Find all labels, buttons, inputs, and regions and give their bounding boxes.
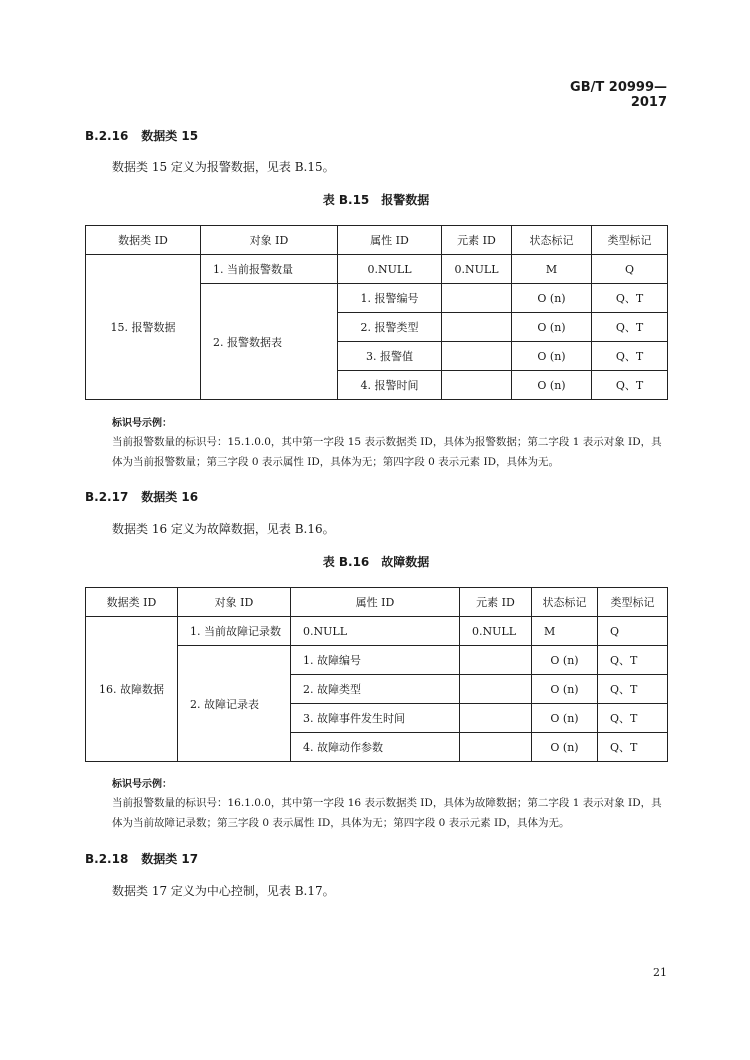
state-cell: O (n)	[532, 675, 598, 704]
section-number: B.2.18	[85, 852, 129, 866]
type-cell: Q、T	[592, 371, 668, 400]
object-cell: 1. 当前报警数量	[201, 255, 338, 284]
object-cell: 2. 故障记录表	[178, 646, 291, 762]
type-cell: Q	[592, 255, 668, 284]
state-cell: O (n)	[532, 704, 598, 733]
table-caption-number: 表 B.15	[322, 193, 370, 207]
header-cell: 类型标记	[598, 588, 668, 617]
type-cell: Q	[598, 617, 668, 646]
standard-code: GB/T 20999—2017	[570, 80, 667, 110]
attr-cell: 3. 报警值	[338, 342, 442, 371]
section-number: B.2.17	[85, 490, 129, 504]
type-cell: Q、T	[598, 733, 668, 762]
note-text-b16: 当前报警数量的标识号：16.1.0.0，其中第一字段 16 表示数据类 ID，具体为故障数据；第二字段 1 表示对象 ID，具体为当前故障记录数；第三字段 0 表示属性 ID，具体为无；第四字段 0 表示元素 ID，具体为无。	[112, 797, 662, 829]
section-heading-b218	[85, 850, 198, 867]
state-cell: O (n)	[512, 313, 592, 342]
header-cell: 数据类 ID	[86, 588, 178, 617]
header-cell: 对象 ID	[178, 588, 291, 617]
attr-cell: 0.NULL	[338, 255, 442, 284]
object-cell: 2. 报警数据表	[201, 284, 338, 400]
type-cell: Q、T	[598, 704, 668, 733]
element-cell	[442, 284, 512, 313]
header-cell: 元素 ID	[442, 226, 512, 255]
table-caption-b15	[85, 191, 667, 208]
class-id-cell: 15. 报警数据	[86, 255, 201, 400]
element-cell: 0.NULL	[460, 617, 532, 646]
table-header-row	[86, 226, 668, 255]
state-cell: M	[532, 617, 598, 646]
section-body-b218: 数据类 17 定义为中心控制，见表 B.17。	[112, 884, 335, 898]
table-caption-title: 故障数据	[381, 555, 430, 569]
attr-cell: 0.NULL	[291, 617, 460, 646]
type-cell: Q、T	[598, 675, 668, 704]
state-cell: O (n)	[532, 733, 598, 762]
element-cell	[460, 733, 532, 762]
header-cell: 状态标记	[512, 226, 592, 255]
note-heading-b15: 标识号示例：	[112, 418, 172, 429]
attr-cell: 2. 报警类型	[338, 313, 442, 342]
section-body-b217: 数据类 16 定义为故障数据，见表 B.16。	[112, 522, 335, 536]
table-caption-title: 报警数据	[381, 193, 430, 207]
state-cell: O (n)	[512, 342, 592, 371]
table-b16	[85, 587, 668, 762]
attr-cell: 4. 故障动作参数	[291, 733, 460, 762]
element-cell: 0.NULL	[442, 255, 512, 284]
type-cell: Q、T	[592, 342, 668, 371]
attr-cell: 1. 故障编号	[291, 646, 460, 675]
header-cell: 状态标记	[532, 588, 598, 617]
attr-cell: 4. 报警时间	[338, 371, 442, 400]
table-caption-b16	[85, 553, 667, 570]
element-cell	[442, 342, 512, 371]
attr-cell: 1. 报警编号	[338, 284, 442, 313]
state-cell: O (n)	[512, 284, 592, 313]
section-title: 数据类 16	[141, 490, 199, 504]
object-cell: 1. 当前故障记录数	[178, 617, 291, 646]
note-heading-b16: 标识号示例：	[112, 779, 172, 790]
attr-cell: 2. 故障类型	[291, 675, 460, 704]
header-cell: 元素 ID	[460, 588, 532, 617]
element-cell	[442, 313, 512, 342]
element-cell	[460, 646, 532, 675]
table-header-row	[86, 588, 668, 617]
header-cell: 对象 ID	[201, 226, 338, 255]
attr-cell: 3. 故障事件发生时间	[291, 704, 460, 733]
element-cell	[460, 675, 532, 704]
header-cell: 属性 ID	[338, 226, 442, 255]
table-b15	[85, 225, 668, 400]
table-caption-number: 表 B.16	[322, 555, 370, 569]
section-number: B.2.16	[85, 129, 129, 143]
section-heading-b216	[85, 127, 198, 144]
note-text-b15: 当前报警数量的标识号：15.1.0.0，其中第一字段 15 表示数据类 ID，具体为报警数据；第二字段 1 表示对象 ID，具体为当前报警数量；第三字段 0 表示属性 ID，具体为无；第四字段 0 表示元素 ID，具体为无。	[112, 436, 662, 468]
section-title: 数据类 17	[141, 852, 199, 866]
section-body-b216: 数据类 15 定义为报警数据，见表 B.15。	[112, 160, 335, 174]
page-number: 21	[653, 966, 667, 979]
type-cell: Q、T	[592, 284, 668, 313]
table-row	[86, 255, 668, 284]
type-cell: Q、T	[592, 313, 668, 342]
element-cell	[442, 371, 512, 400]
header-cell: 数据类 ID	[86, 226, 201, 255]
class-id-cell: 16. 故障数据	[86, 617, 178, 762]
header-cell: 属性 ID	[291, 588, 460, 617]
section-title: 数据类 15	[141, 129, 199, 143]
type-cell: Q、T	[598, 646, 668, 675]
element-cell	[460, 704, 532, 733]
header-cell: 类型标记	[592, 226, 668, 255]
state-cell: M	[512, 255, 592, 284]
state-cell: O (n)	[512, 371, 592, 400]
table-row	[86, 617, 668, 646]
section-heading-b217	[85, 488, 198, 505]
state-cell: O (n)	[532, 646, 598, 675]
